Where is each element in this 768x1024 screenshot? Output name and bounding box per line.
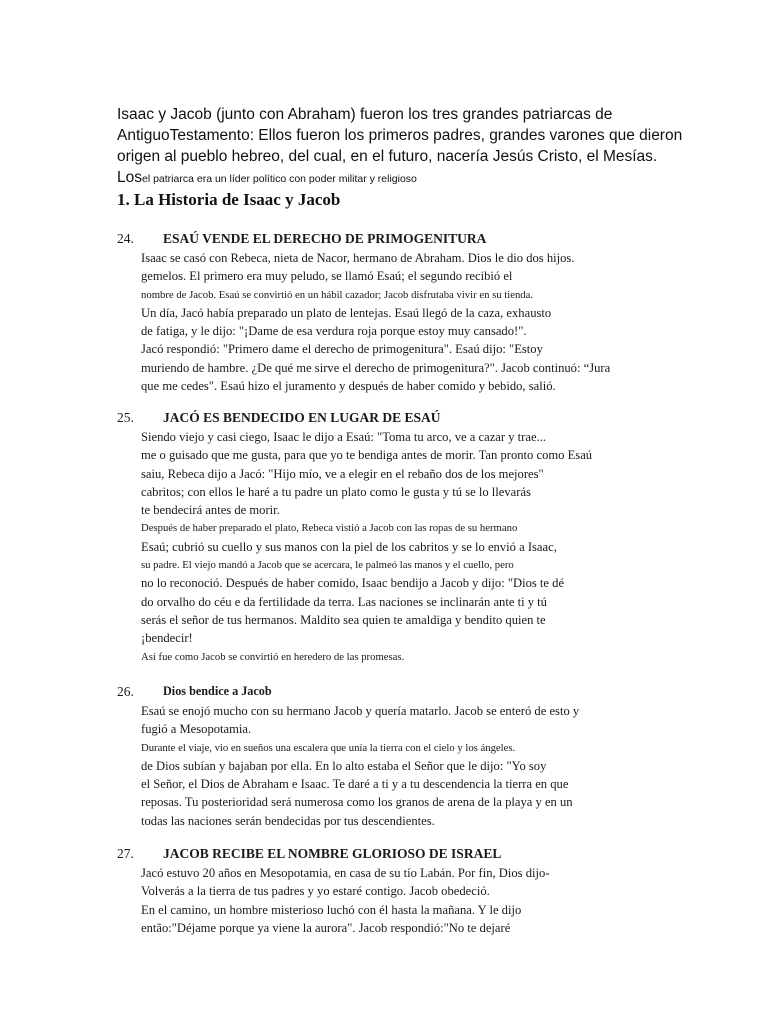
section-26 — [117, 684, 637, 830]
text-line: te bendecirá antes de morir. — [141, 503, 280, 518]
intro-paragraph — [117, 104, 683, 190]
text-line: me o guisado que me gusta, para que yo te bendiga antes de morir. Tan pronto como Esaú — [141, 448, 593, 463]
text-line: no lo reconoció. Después de haber comido, Isaac bendijo a Jacob y dijo: "Dios te dé — [141, 576, 565, 591]
section-body — [141, 864, 637, 937]
text-line: saiu, Rebeca dijo a Jacó: "Hijo mío, ve a elegir en el rebaño dos de los mejores" — [141, 466, 544, 481]
text-line: Durante el viaje, vio en sueños una escalera que unía la tierra con el cielo y los ángeles. — [141, 741, 516, 754]
text-line: el Señor, el Dios de Abraham e Isaac. Te daré a ti y a tu descendencia la tierra en que — [141, 777, 569, 792]
section-body — [141, 428, 637, 666]
text-line: Esaú se enojó mucho con su hermano Jacob y quería matarlo. Jacob se enteró de esto y — [141, 704, 580, 718]
text-line: de fatiga, y le dijo: "¡Dame de esa verdura roja porque estoy muy cansado!". — [141, 324, 527, 339]
text-line: En el camino, un hombre misterioso luchó con él hasta la mañana. Y le dijo — [141, 902, 522, 917]
section-title: JACÓ ES BENDECIDO EN LUGAR DE ESAÚ — [163, 410, 441, 425]
text-line: Siendo viejo y casi ciego, Isaac le dijo a Esaú: "Toma tu arco, ve a cazar y trae... — [141, 430, 546, 444]
section-title: ESAÚ VENDE EL DERECHO DE PRIMOGENITURA — [163, 231, 487, 246]
section-title: JACOB RECIBE EL NOMBRE GLORIOSO DE ISRAEL — [163, 846, 502, 861]
section-heading: 1. La Historia de Isaac y Jacob — [117, 190, 341, 209]
section-25 — [117, 410, 637, 666]
text-line: gemelos. El primero era muy peludo, se llamó Esaú; el segundo recibió el — [141, 269, 513, 284]
section-number: 25. — [117, 410, 134, 425]
intro-line-last — [117, 167, 677, 190]
section-title: Dios bendice a Jacob — [163, 684, 272, 698]
text-line: Volverás a la tierra de tus padres y yo estaré contigo. Jacob obedeció. — [141, 884, 490, 899]
text-line: ¡bendecir! — [141, 631, 193, 646]
text-line: Jacó respondió: "Primero dame el derecho de primogenitura". Esaú dijo: "Estoy — [141, 342, 543, 357]
text-line: nombre de Jacob. Esaú se convirtió en un hábil cazador; Jacob disfrutaba vivir en su tienda. — [141, 288, 534, 301]
section-body — [141, 249, 637, 395]
intro-last-word: Los — [117, 169, 142, 186]
section-header — [117, 410, 637, 428]
section-24 — [117, 231, 637, 395]
text-line: serás el señor de tus hermanos. Maldito sea quien te amaldiga y bendito quien te — [141, 612, 546, 627]
text-line: Jacó estuvo 20 años en Mesopotamia, en casa de su tío Labán. Por fin, Dios dijo- — [141, 866, 550, 880]
text-line: muriendo de hambre. ¿De qué me sirve el derecho de primogenitura?". Jacob continuó: “Jura — [141, 360, 611, 375]
text-line: su padre. El viejo mandó a Jacob que se acercara, le palmeó las manos y el cuello, pero — [141, 559, 514, 572]
text-line: fugió a Mesopotamia. — [141, 722, 252, 737]
text-line: que me cedes". Esaú hizo el juramento y después de haber comido y bebido, salió. — [141, 379, 556, 394]
text-line: todas las naciones serán bendecidas por tus descendientes. — [141, 813, 435, 828]
text-line: do orvalho do céu e da fertilidade da terra. Las naciones se inclinarán ante ti y tú — [141, 594, 547, 609]
text-line: Un día, Jacó había preparado un plato de lentejas. Esaú llegó de la caza, exhausto — [141, 305, 552, 320]
text-line: reposas. Tu posterioridad será numerosa como los granos de arena de la playa y en un — [141, 795, 573, 810]
section-header — [117, 231, 637, 249]
section-header — [117, 684, 637, 702]
text-line: Esaú; cubrió su cuello y sus manos con la piel de los cabritos y se lo envió a Isaac, — [141, 539, 557, 554]
section-number: 24. — [117, 231, 134, 246]
section-number: 26. — [117, 684, 134, 699]
intro-line: Isaac y Jacob (junto con Abraham) fueron los tres grandes patriarcas de — [117, 106, 613, 123]
text-line: então:"Déjame porque ya viene la aurora". Jacob respondió:"No te dejaré — [141, 920, 511, 935]
section-number: 27. — [117, 846, 134, 861]
text-line: de Dios subían y bajaban por ella. En lo alto estaba el Señor que le dijo: "Yo soy — [141, 758, 547, 773]
text-line: Isaac se casó con Rebeca, nieta de Nacor, hermano de Abraham. Dios le dio dos hijos. — [141, 251, 575, 265]
text-line: Después de haber preparado el plato, Rebeca vistió a Jacob con las ropas de su hermano — [141, 522, 518, 535]
section-header — [117, 846, 637, 864]
section-body — [141, 702, 637, 830]
intro-line: origen al pueblo hebreo, del cual, en el futuro, nacería Jesús Cristo, el Mesías. — [117, 148, 658, 165]
intro-last-text: el patriarca era un líder político con poder militar y religioso — [142, 173, 417, 185]
text-line: Así fue como Jacob se convirtió en heredero de las promesas. — [141, 650, 405, 663]
text-line: cabritos; con ellos le haré a tu padre un plato como le gusta y tú se lo llevarás — [141, 484, 531, 499]
intro-line: AntiguoTestamento: Ellos fueron los primeros padres, grandes varones que dieron — [117, 127, 683, 144]
section-27 — [117, 846, 637, 937]
